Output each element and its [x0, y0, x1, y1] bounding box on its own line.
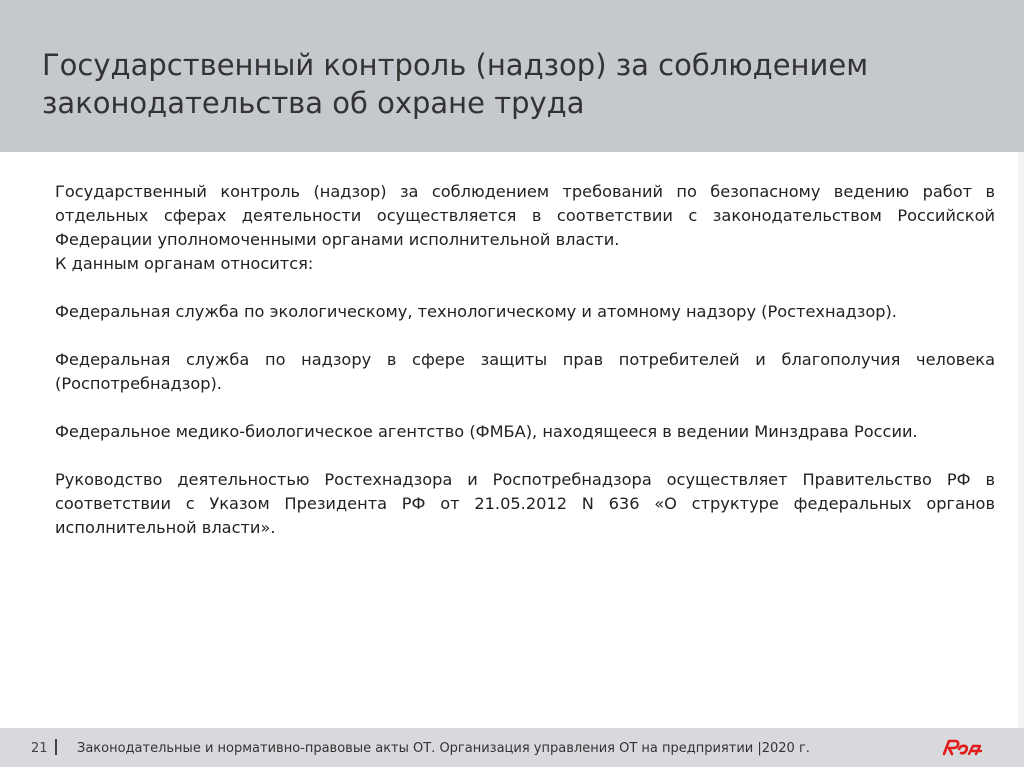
government-oversight-paragraph: Руководство деятельностью Ростехнадзора и Роспотребнадзора осуществляет Правительство РФ в соответствии с Указом Президента РФ от 21.05.2012 N 636 «О структуре федеральных органов исполнительной власти». — [55, 470, 995, 537]
page-number: 21 — [31, 741, 48, 756]
list-intro: К данным органам относится: — [55, 254, 314, 273]
slide-body — [55, 180, 995, 540]
agency-rostekhnadzor: Федеральная служба по экологическому, технологическому и атомному надзору (Ростехнадзор). — [55, 302, 897, 321]
slide-title: Государственный контроль (надзор) за соблюдением законодательства об охране труда — [42, 48, 869, 120]
agency-rospotrebnadzor: Федеральная служба по надзору в сфере защиты прав потребителей и благополучия человека (Роспотребнадзор). — [55, 350, 995, 393]
intro-paragraph: Государственный контроль (надзор) за соблюдением требований по безопасному ведению работ в отдельных сферах деятельности осуществляется в соответствии с законодательством Российской Федерации уполномоченными органами исполнительной власти. — [55, 182, 995, 249]
slide-header — [0, 0, 1024, 152]
agency-fmba: Федеральное медико-биологическое агентство (ФМБА), находящееся в ведении Минздрава России. — [55, 422, 918, 441]
footer-separator — [55, 739, 57, 755]
footer-caption: Законодательные и нормативно-правовые акты ОТ. Организация управления ОТ на предприятии |2020 г. — [77, 741, 810, 756]
slide-footer — [0, 728, 1024, 767]
rzd-logo-icon — [940, 737, 986, 757]
right-edge-strip — [1018, 152, 1024, 728]
